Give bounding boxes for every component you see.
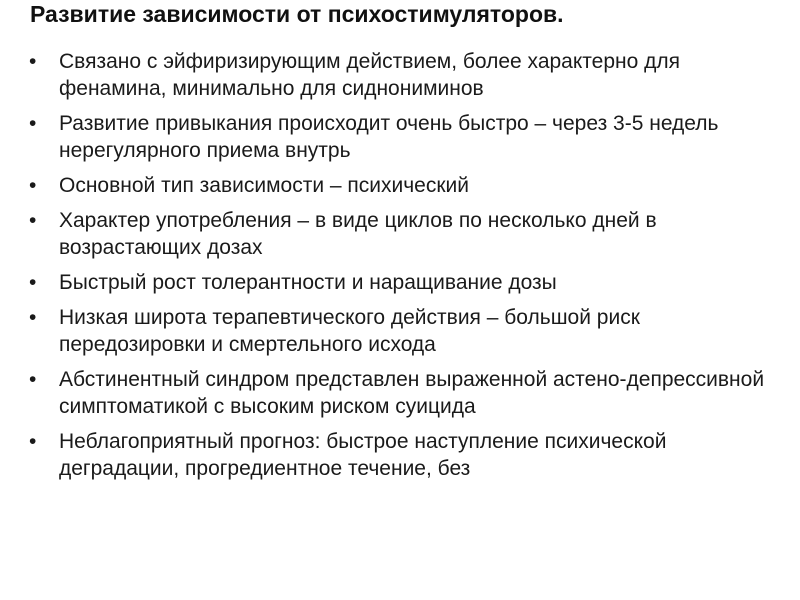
bullet-text: Быстрый рост толерантности и наращивание дозы: [59, 271, 557, 294]
bullet-item: [27, 48, 767, 102]
bullet-text: Неблагоприятный прогноз: быстрое наступление психической деградации, прогредиентное течение, без: [59, 430, 667, 480]
bullet-item: [27, 207, 767, 261]
bullet-text: Основной тип зависимости – психический: [59, 174, 470, 197]
bullet-marker: •: [29, 112, 37, 135]
bullet-item: [27, 110, 767, 164]
bullet-marker: •: [29, 209, 37, 232]
bullet-item: [27, 269, 767, 296]
bullet-item: [27, 366, 767, 420]
bullet-marker: •: [29, 271, 37, 294]
bullet-list: [27, 48, 767, 490]
bullet-marker: •: [29, 430, 37, 453]
bullet-marker: •: [29, 50, 37, 73]
bullet-marker: •: [29, 306, 37, 329]
bullet-item: [27, 172, 767, 199]
bullet-text: Связано с эйфиризирующим действием, более характерно для фенамина, минимально для сиднониминов: [59, 50, 681, 100]
slide-title: Развитие зависимости от психостимуляторов.: [30, 1, 564, 27]
bullet-text: Развитие привыкания происходит очень быстро – через 3-5 недель нерегулярного приема внутрь: [59, 112, 719, 162]
bullet-text: Характер употребления – в виде циклов по несколько дней в возрастающих дозах: [59, 209, 657, 259]
bullet-marker: •: [29, 368, 37, 391]
bullet-text: Низкая широта терапевтического действия – большой риск передозировки и смертельного исхода: [59, 306, 640, 356]
bullet-item: [27, 428, 767, 482]
bullet-text: Абстинентный синдром представлен выраженной астено-депрессивной симптоматикой с высоким риском суицида: [59, 368, 765, 418]
bullet-marker: •: [29, 174, 37, 197]
bullet-item: [27, 304, 767, 358]
